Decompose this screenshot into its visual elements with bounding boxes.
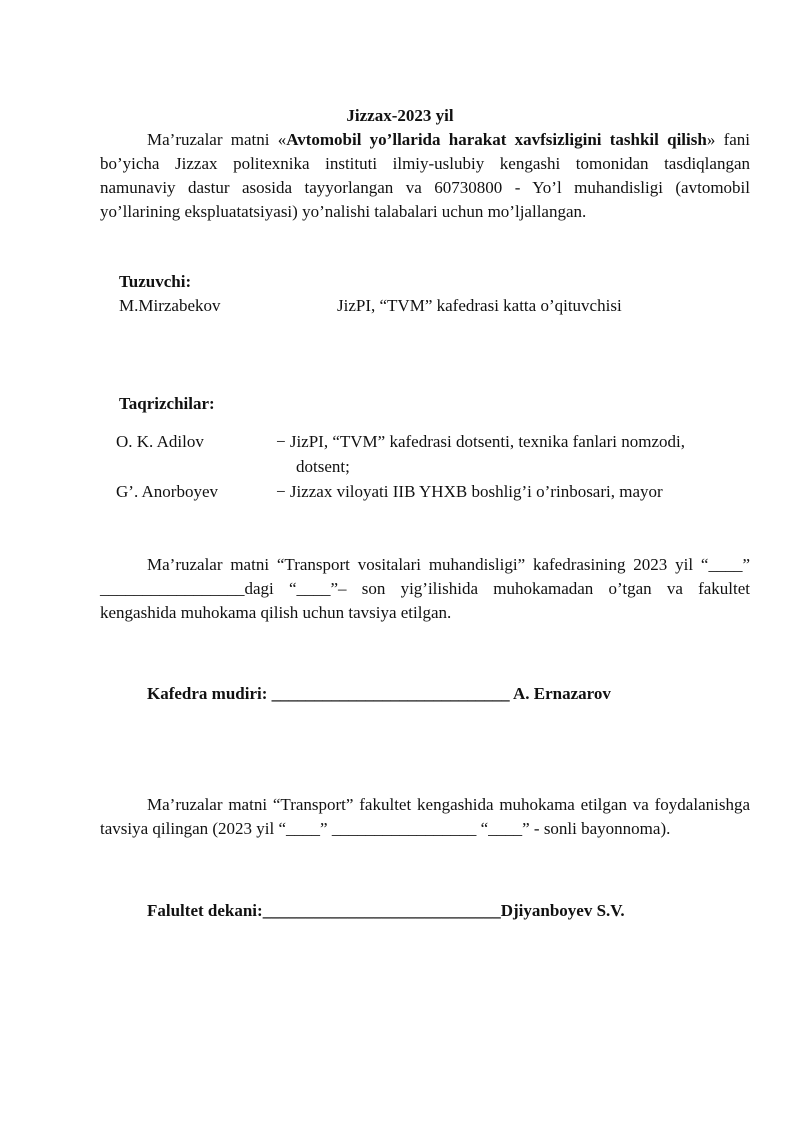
compiler-position: JizPI, “TVM” kafedrasi katta o’qituvchisi	[337, 296, 622, 315]
dean-name: Djiyanboyev S.V.	[500, 901, 625, 920]
signature-line: ____________________________	[262, 901, 501, 920]
signature-line: ____________________________	[271, 684, 510, 703]
department-head-name: A. Ernazarov	[509, 684, 611, 703]
department-approval-paragraph: Ma’ruzalar matni “Transport vositalari muhandisligi” kafedrasining 2023 yil “____” _________________dagi “____”– son yig’ilishida muhokamadan o’tgan va fakultet kengashida muhokama qilish uchun tavsiya etilgan.	[100, 555, 750, 622]
intro-text-after: » fani bo’yicha Jizzax politexnika instituti ilmiy-uslubiy kengashi tomonidan tasdiqlangan namunaviy dastur asosida tayyorlangan va 60730800 - Yo’l muhandisligi (avtomobil yo’llarining ekspluatatsiyasi) yo’nalishi talabalari uchun mo’ljallangan.	[100, 130, 750, 221]
intro-text-before: Ma’ruzalar matni «	[147, 130, 287, 149]
reviewer-1-position: − JizPI, “TVM” kafedrasi dotsenti, texnika fanlari nomzodi,	[276, 432, 685, 451]
reviewer-1-name: O. K. Adilov	[116, 432, 204, 451]
compiler-name: M.Mirzabekov	[119, 296, 221, 315]
department-head-label: Kafedra mudiri:	[147, 684, 272, 703]
faculty-approval-paragraph: Ma’ruzalar matni “Transport” fakultet kengashida muhokama etilgan va foydalanishga tavsiya qilingan (2023 yil “____” _________________ “____” - sonli bayonnoma).	[100, 795, 750, 838]
reviewer-2-position: − Jizzax viloyati IIB YHXB boshlig’i o’rinbosari, mayor	[276, 482, 663, 501]
intro-paragraph	[100, 128, 750, 224]
compiler-label: Tuzuvchi:	[119, 272, 192, 291]
dean-label: Falultet dekani:	[147, 901, 263, 920]
department-head-signature	[147, 682, 611, 706]
reviewer-2-name: G’. Anorboyev	[116, 482, 218, 501]
document-title: Jizzax-2023 yil	[346, 106, 454, 125]
reviewers-label: Taqrizchilar:	[119, 394, 215, 413]
intro-subject: Avtomobil yo’llarida harakat xavfsizligini tashkil qilish	[286, 130, 707, 149]
reviewer-1-position-cont: dotsent;	[296, 457, 350, 476]
dean-signature	[147, 899, 625, 923]
